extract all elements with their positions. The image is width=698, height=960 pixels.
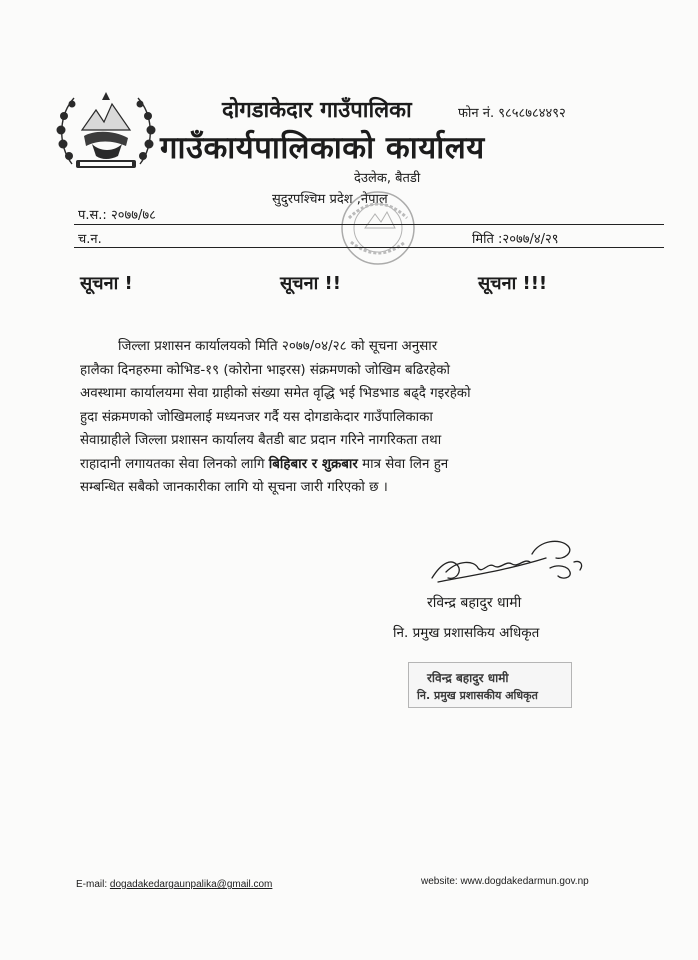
- footer-website[interactable]: website: www.dogdakedarmun.gov.np: [421, 876, 589, 887]
- body-line: जिल्ला प्रशासन कार्यालयको मिति २०७७/०४/२८ को सूचना अनुसार: [118, 339, 438, 354]
- handwritten-signature-icon: [428, 532, 588, 592]
- body-line: हुदा संक्रमणको जोखिमलाई मध्यनजर गर्दै यस दोगडाकेदार गाउँपालिकाका: [80, 409, 433, 425]
- notice-heading-1: सूचना !: [80, 273, 133, 294]
- notice-heading-2: सूचना !!: [280, 273, 341, 294]
- official-stamp: [408, 662, 572, 708]
- nepal-emblem-icon: [52, 86, 160, 176]
- body-line: सम्बन्धित सबैको जानकारीका लागि यो सूचना जारी गरिएको छ ।: [80, 480, 388, 495]
- email-label: E-mail:: [76, 879, 110, 890]
- body-text-segment: मात्र सेवा लिन हुन: [357, 456, 449, 472]
- footer-email: [76, 879, 272, 890]
- body-line: [80, 453, 612, 477]
- body-text-segment: राहादानी लगायतका सेवा लिनको लागि: [80, 456, 269, 472]
- org-name: दोगडाकेदार गाउँपालिका: [222, 98, 412, 123]
- service-days-emphasis: बिहिबार र शुक्रबार: [268, 456, 358, 472]
- signatory-name: रविन्द्र बहादुर धामी: [427, 595, 522, 611]
- office-name: गाउँकार्यपालिकाको कार्यालय: [160, 130, 485, 166]
- body-line: हालैका दिनहरुमा कोभिड-१९ (कोरोना भाइरस) संक्रमणको जोखिम बढिरहेको: [80, 362, 450, 378]
- notice-body: [80, 335, 612, 500]
- divider-bottom: [74, 247, 664, 248]
- email-link[interactable]: dogadakedargaunpalika@gmail.com: [109, 879, 273, 890]
- address-line-1: देउलेक, बैतडी: [354, 171, 421, 186]
- body-line: अवस्थामा कार्यालयमा सेवा ग्राहीको संख्या समेत वृद्धि भई भिडभाड बढ्दै गइरहेको: [80, 386, 471, 401]
- address-line-2: सुदुरपश्चिम प्रदेश ,नेपाल: [272, 192, 388, 207]
- reference-number: प.स.: २०७७/७८: [78, 208, 156, 223]
- stamp-title: नि. प्रमुख प्रशासकीय अधिकृत: [417, 689, 538, 702]
- notice-heading-3: सूचना !!!: [478, 273, 548, 294]
- office-seal-icon: [335, 188, 421, 268]
- notice-date: मिति :२०७७/४/२९: [472, 232, 559, 247]
- phone-number: फोन नं. ९८५८७८४४९२: [458, 106, 566, 121]
- dispatch-number: च.न.: [78, 232, 102, 247]
- body-line: सेवाग्राहीले जिल्ला प्रशासन कार्यालय बैतडी बाट प्रदान गरिने नागरिकता तथा: [80, 433, 442, 448]
- stamp-name: रविन्द्र बहादुर धामी: [427, 671, 509, 685]
- divider-top: [74, 224, 664, 225]
- signatory-title: नि. प्रमुख प्रशासकिय अधिकृत: [393, 625, 540, 641]
